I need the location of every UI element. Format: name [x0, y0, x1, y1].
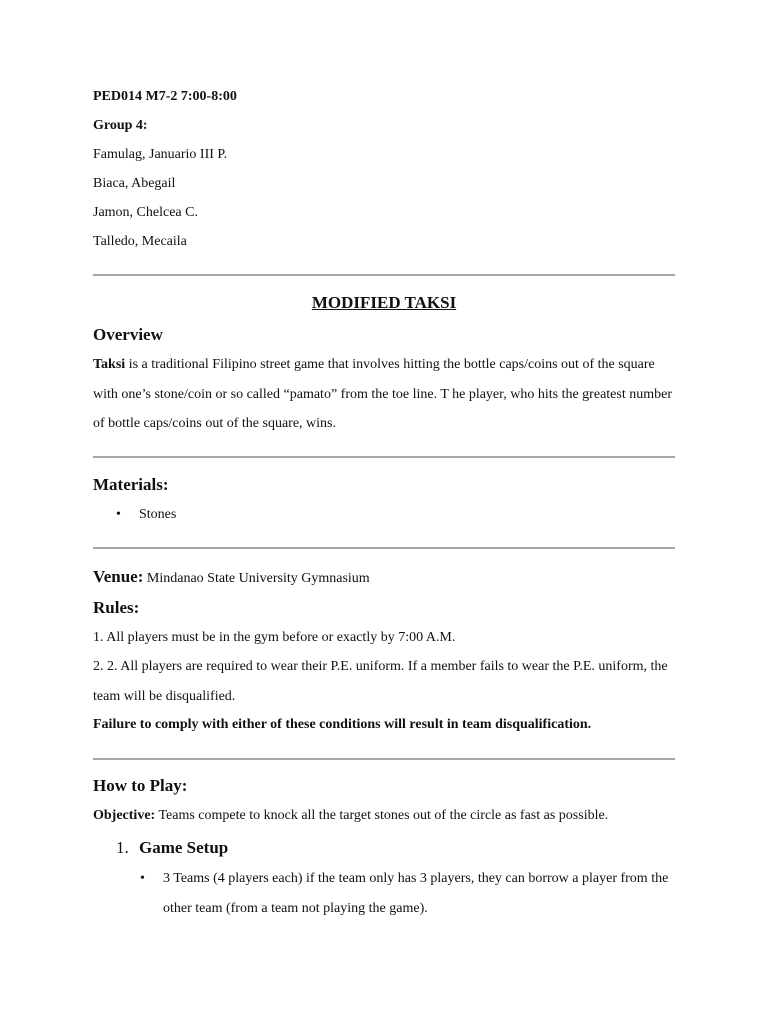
title-wrap [0, 292, 768, 314]
section-bullet: 3 Teams (4 players each) if the team only has 3 players, they can borrow a player from the other team (from a team not playing the game). [163, 871, 669, 916]
divider [93, 758, 675, 760]
member-name: Famulag, Januario III P. [93, 147, 228, 162]
section-number: 1. [116, 838, 129, 857]
member-name: Biaca, Abegail [93, 176, 176, 191]
course-line: PED014 M7-2 7:00-8:00 [93, 89, 237, 104]
divider [93, 456, 675, 458]
how-to-play-heading: How to Play: [93, 776, 188, 795]
rules-heading: Rules: [93, 598, 140, 617]
rule-item: 2. 2. All players are required to wear their P.E. uniform. If a member fails to wear the P.E. uniform, the team will be disqualified. [93, 659, 668, 704]
group-label: Group 4: [93, 118, 148, 133]
section-title: Game Setup [139, 838, 229, 857]
bullet-icon: • [116, 507, 121, 522]
overview-term: Taksi [93, 357, 126, 372]
venue-value: Mindanao State University Gymnasium [143, 571, 370, 586]
materials-heading: Materials: [93, 475, 169, 494]
bullet-icon: • [140, 871, 145, 886]
rules-warning: Failure to comply with either of these conditions will result in team disqualification. [93, 717, 592, 732]
objective-label: Objective: [93, 808, 156, 823]
divider [93, 274, 675, 276]
rule-item: 1. All players must be in the gym before or exactly by 7:00 A.M. [93, 630, 456, 645]
overview-heading: Overview [93, 325, 163, 344]
materials-item: Stones [139, 507, 177, 522]
overview-text: is a traditional Filipino street game that involves hitting the bottle caps/coins out of the square with one’s stone/coin or so called “pamato” from the toe line. T he player, who hits the greatest number of bottle caps/coins out of the square, wins. [93, 357, 672, 431]
member-name: Jamon, Chelcea C. [93, 205, 198, 220]
venue-line [93, 566, 370, 588]
overview-paragraph [93, 350, 683, 439]
divider [93, 547, 675, 549]
objective-text: Teams compete to knock all the target stones out of the circle as fast as possible. [155, 808, 609, 823]
venue-label: Venue: [93, 567, 144, 586]
document-title: MODIFIED TAKSI [311, 293, 457, 312]
member-name: Talledo, Mecaila [93, 234, 187, 249]
objective-line [93, 807, 608, 825]
